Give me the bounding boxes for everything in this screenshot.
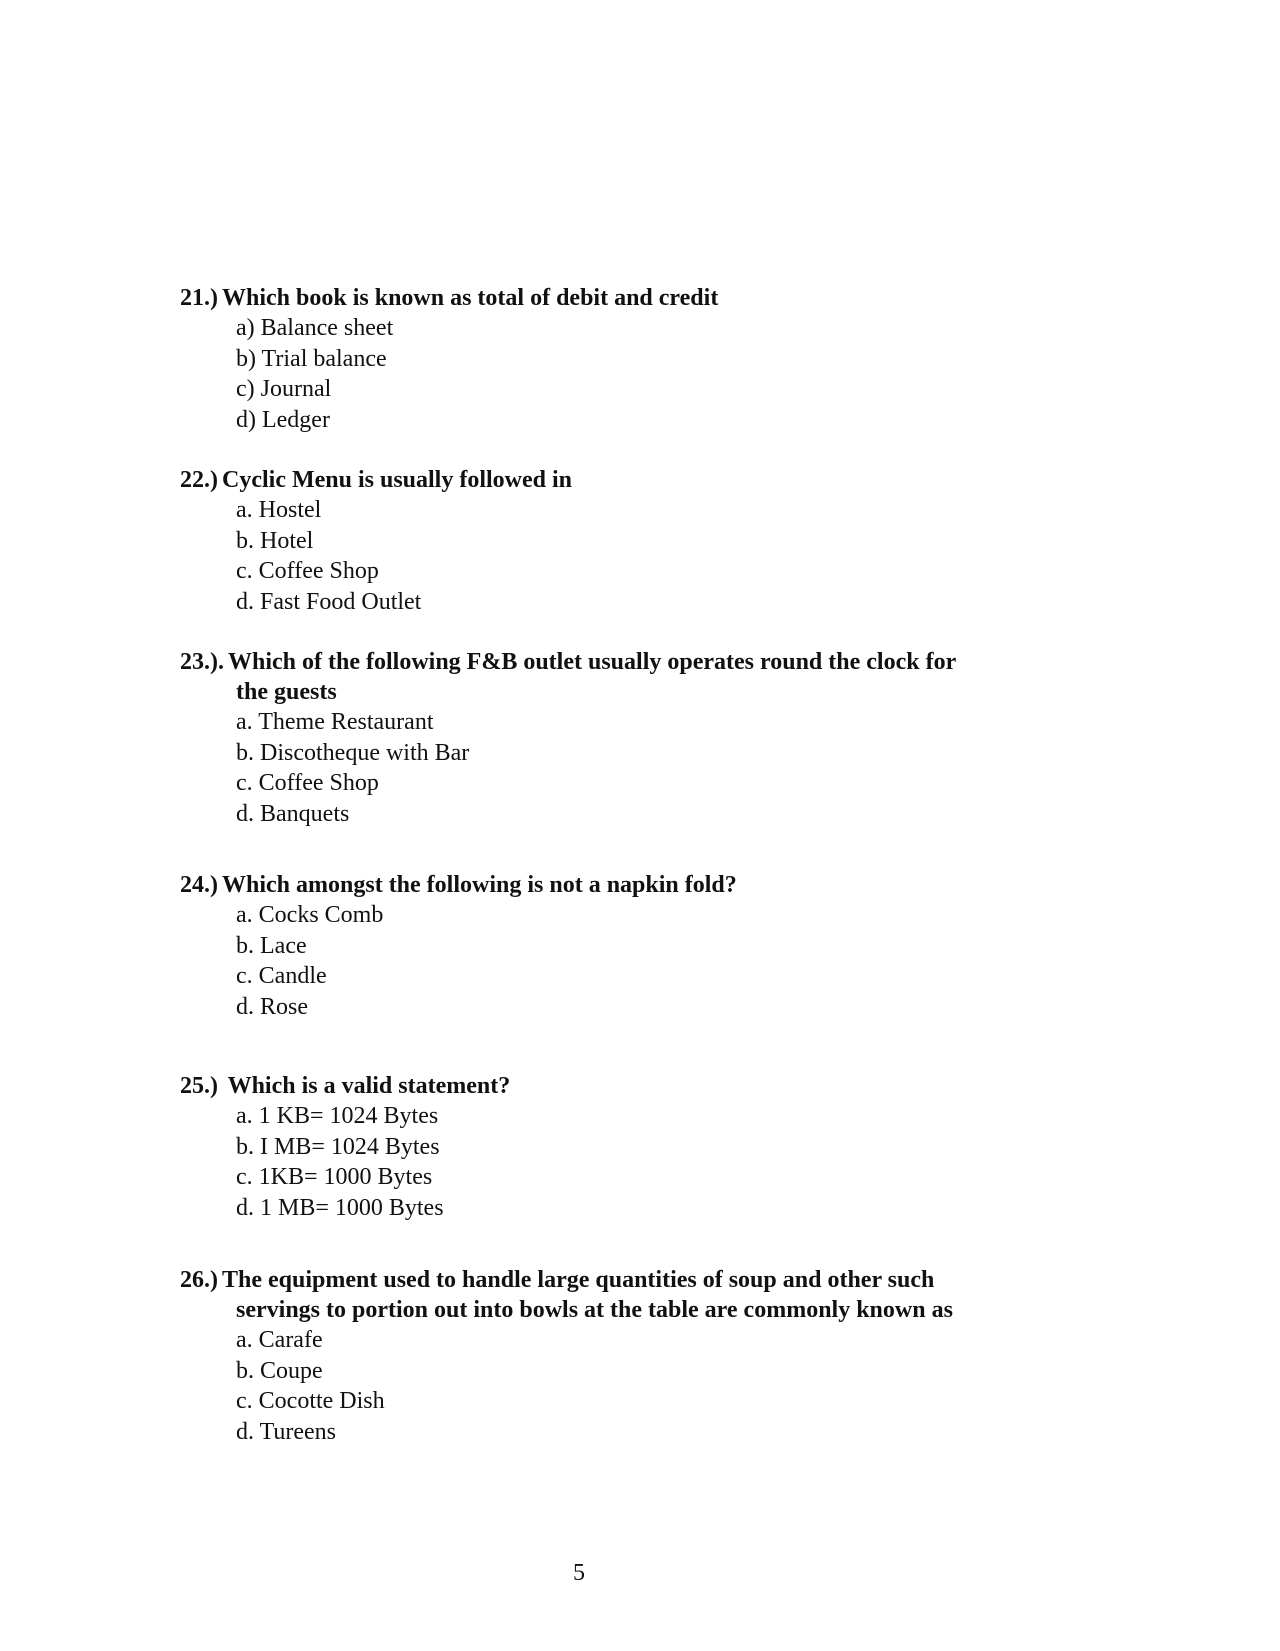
- question-heading: [180, 647, 1060, 677]
- option-d: d. Banquets: [236, 800, 350, 827]
- option-c: c. Coffee Shop: [236, 770, 379, 796]
- option-d: d. Rose: [236, 993, 308, 1020]
- question-text: The equipment used to handle large quantities of soup and other such: [222, 1267, 935, 1293]
- option-d: d. Tureens: [236, 1418, 337, 1445]
- question-25: [180, 1071, 1060, 1223]
- question-number: 24.): [180, 872, 218, 898]
- question-heading: [180, 870, 1060, 900]
- question-26: [180, 1265, 1060, 1447]
- option-c: c. Cocotte Dish: [236, 1388, 385, 1414]
- question-text: Which is a valid statement?: [222, 1073, 511, 1099]
- question-number: 25.): [180, 1073, 218, 1099]
- option-a: a. Theme Restaurant: [236, 709, 434, 735]
- question-text: Cyclic Menu is usually followed in: [222, 467, 573, 493]
- question-heading: [180, 465, 1060, 495]
- option-a: a. Cocks Comb: [236, 902, 384, 928]
- options-list: [180, 1101, 1060, 1223]
- question-text: Which amongst the following is not a napkin fold?: [222, 872, 737, 898]
- question-text: Which of the following F&B outlet usually operates round the clock for: [228, 649, 957, 675]
- option-b: b. Coupe: [236, 1357, 323, 1384]
- question-number: 26.): [180, 1267, 218, 1293]
- options-list: [180, 313, 1060, 435]
- option-a: a. Carafe: [236, 1327, 323, 1353]
- question-number: 23.).: [180, 649, 224, 675]
- question-text: Which book is known as total of debit and credit: [222, 285, 719, 311]
- options-list: [180, 495, 1060, 617]
- options-list: [180, 1325, 1060, 1447]
- option-a: a. Hostel: [236, 497, 322, 523]
- question-text-continued: servings to portion out into bowls at the table are commonly known as: [236, 1297, 953, 1323]
- options-list: [180, 900, 1060, 1022]
- option-b: b) Trial balance: [236, 345, 387, 372]
- option-c: c. Candle: [236, 963, 327, 989]
- page-number: 5: [573, 1560, 585, 1586]
- option-a: a. 1 KB= 1024 Bytes: [236, 1103, 439, 1129]
- option-a: a) Balance sheet: [236, 315, 394, 341]
- question-24: [180, 870, 1060, 1022]
- question-heading: [180, 1265, 1060, 1295]
- option-d: d. 1 MB= 1000 Bytes: [236, 1194, 444, 1221]
- option-c: c. Coffee Shop: [236, 558, 379, 584]
- option-b: b. Hotel: [236, 527, 314, 554]
- option-b: b. Discotheque with Bar: [236, 739, 470, 766]
- option-d: d. Fast Food Outlet: [236, 588, 422, 615]
- question-text-continued: the guests: [236, 679, 337, 705]
- question-heading: [180, 1071, 1060, 1101]
- question-22: [180, 465, 1060, 617]
- question-number: 21.): [180, 285, 218, 311]
- option-b: b. I MB= 1024 Bytes: [236, 1133, 440, 1160]
- options-list: [180, 707, 1060, 829]
- question-heading: [180, 283, 1060, 313]
- option-b: b. Lace: [236, 932, 307, 959]
- question-number: 22.): [180, 467, 218, 493]
- option-c: c. 1KB= 1000 Bytes: [236, 1164, 433, 1190]
- option-c: c) Journal: [236, 376, 332, 402]
- question-21: [180, 283, 1060, 435]
- question-23: [180, 647, 1060, 829]
- option-d: d) Ledger: [236, 406, 330, 433]
